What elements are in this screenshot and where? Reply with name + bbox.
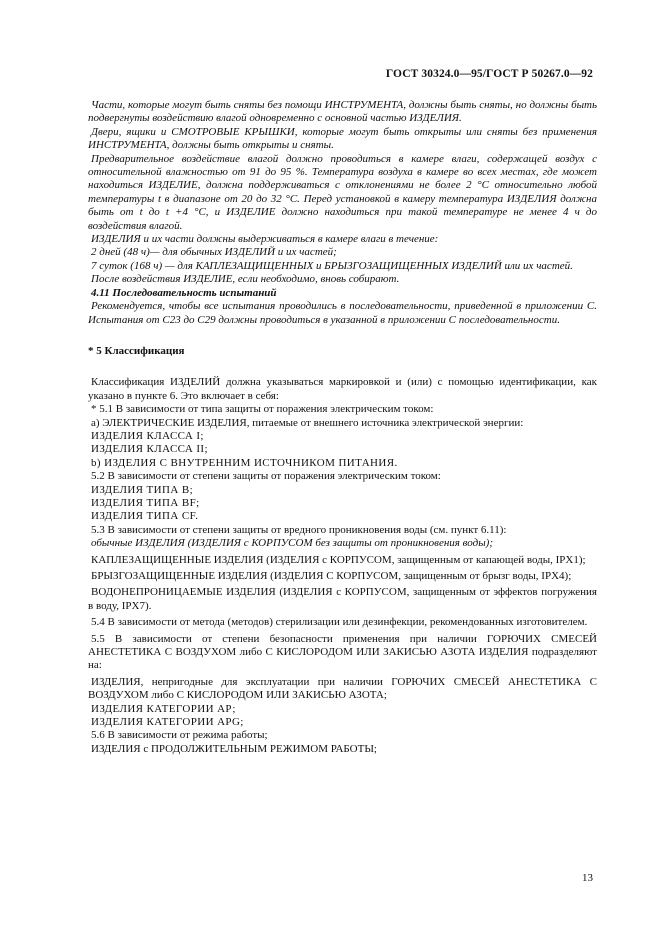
paragraph: 5.2 В зависимости от степени защиты от поражения электрическим током: bbox=[91, 470, 441, 483]
list-item: ИЗДЕЛИЯ КАТЕГОРИИ APG; bbox=[91, 716, 244, 729]
paragraph: Двери, ящики и СМОТРОВЫЕ КРЫШКИ, которые могут быть открыты или сняты без применения ИНСТРУМЕНТА, должны быть открыты и сняты. bbox=[88, 125, 597, 152]
paragraph: 5.4 В зависимости от метода (методов) стерилизации или дезинфекции, рекомендованных изготовителем. bbox=[91, 616, 588, 629]
paragraph: а) ЭЛЕКТРИЧЕСКИЕ ИЗДЕЛИЯ, питаемые от внешнего источника электрической энергии: bbox=[91, 416, 524, 429]
list-item: ИЗДЕЛИЯ, непригодные для эксплуатации при наличии ГОРЮЧИХ СМЕСЕЙ АНЕСТЕТИКА С ВОЗДУХОМ либо С КИСЛОРОДОМ ИЛИ ЗАКИСЬЮ АЗОТА; bbox=[88, 675, 597, 702]
list-item: ИЗДЕЛИЯ ТИПА BF; bbox=[91, 496, 200, 509]
paragraph: Классификация ИЗДЕЛИЙ должна указываться маркировкой и (или) с помощью идентификации, как указано в пункте 6. Это включает в себя: bbox=[88, 376, 597, 402]
paragraph: 2 дней (48 ч)— для обычных ИЗДЕЛИЙ и их частей; bbox=[91, 246, 337, 259]
list-item: ИЗДЕЛИЯ КАТЕГОРИИ АР; bbox=[91, 702, 236, 715]
list-item: ИЗДЕЛИЯ ТИПА В; bbox=[91, 483, 194, 496]
paragraph: 5.5 В зависимости от степени безопасности применения при наличии ГОРЮЧИХ СМЕСЕЙ АНЕСТЕТИКА С ВОЗДУХОМ либо С КИСЛОРОДОМ ИЛИ ЗАКИСЬЮ АЗОТА ИЗДЕЛИЯ подразделяют на: bbox=[88, 632, 597, 672]
subsection-heading: 4.11 Последовательность испытаний bbox=[91, 286, 277, 299]
paragraph: 5.3 В зависимости от степени защиты от вредного проникновения воды (см. пункт 6.11): bbox=[91, 523, 507, 536]
list-item: обычные ИЗДЕЛИЯ (ИЗДЕЛИЯ с КОРПУСОМ без защиты от проникновения воды); bbox=[91, 537, 493, 550]
standard-header: ГОСТ 30324.0—95/ГОСТ Р 50267.0—92 bbox=[385, 68, 593, 80]
list-item: БРЫЗГОЗАЩИЩЕННЫЕ ИЗДЕЛИЯ (ИЗДЕЛИЯ С КОРПУСОМ, защищенным от брызг воды, IPX4); bbox=[91, 570, 572, 582]
paragraph: 7 суток (168 ч) — для КАПЛЕЗАЩИЩЕННЫХ и БРЫЗГОЗАЩИЩЕННЫХ ИЗДЕЛИЙ или их частей. bbox=[91, 259, 573, 272]
paragraph: 5.6 В зависимости от режима работы; bbox=[91, 729, 268, 742]
paragraph: * 5.1 В зависимости от типа защиты от поражения электрическим током: bbox=[91, 403, 434, 416]
paragraph: После воздействия ИЗДЕЛИЕ, если необходимо, вновь собирают. bbox=[91, 273, 400, 286]
list-item: b) ИЗДЕЛИЯ С ВНУТРЕННИМ ИСТОЧНИКОМ ПИТАНИЯ. bbox=[91, 456, 398, 469]
paragraph: ИЗДЕЛИЯ и их части должны выдерживаться в камере влаги в течение: bbox=[91, 233, 439, 246]
section-heading: * 5 Классификация bbox=[88, 344, 185, 357]
list-item: ИЗДЕЛИЯ КЛАССА I; bbox=[91, 429, 204, 442]
page-number: 13 bbox=[582, 872, 593, 884]
list-item: ИЗДЕЛИЯ КЛАССА II; bbox=[91, 443, 208, 456]
document-body bbox=[88, 99, 597, 756]
paragraph: Рекомендуется, чтобы все испытания проводились в последовательности, приведенной в приложении С. Испытания от С23 до С29 должны проводиться в указанной в приложении С последовательности. bbox=[88, 300, 597, 326]
paragraph: Части, которые могут быть сняты без помощи ИНСТРУМЕНТА, должны быть сняты, но должны быть подвергнуты воздействию влагой одновременно с основной частью ИЗДЕЛИЯ. bbox=[88, 99, 597, 125]
list-item: ВОДОНЕПРОНИЦАЕМЫЕ ИЗДЕЛИЯ (ИЗДЕЛИЯ с КОРПУСОМ, защищенным от эффектов погружения в воду, IPX7). bbox=[88, 586, 597, 612]
list-item: ИЗДЕЛИЯ ТИПА CF. bbox=[91, 510, 199, 523]
list-item: ИЗДЕЛИЯ с ПРОДОЛЖИТЕЛЬНЫМ РЕЖИМОМ РАБОТЫ; bbox=[91, 742, 377, 755]
list-item: КАПЛЕЗАЩИЩЕННЫЕ ИЗДЕЛИЯ (ИЗДЕЛИЯ с КОРПУСОМ, защищенным от капающей воды, IPX1); bbox=[91, 553, 586, 566]
paragraph: Предварительное воздействие влагой должно проводиться в камере влаги, содержащей воздух с относительной влажностью от 91 до 95 %. Температура воздуха в камере во всех местах, где может находиться ИЗДЕЛИЕ, должна поддерживаться с отклонениями не более 2 °С относительно любой температуры t в диапазоне от 20 до 32 °С. Перед установкой в камеру температура ИЗДЕЛИЯ должна быть от t до t +4 °С, и ИЗДЕЛИЕ должно находиться при такой температуре не менее 4 ч до воздействия влагой. bbox=[88, 152, 597, 232]
